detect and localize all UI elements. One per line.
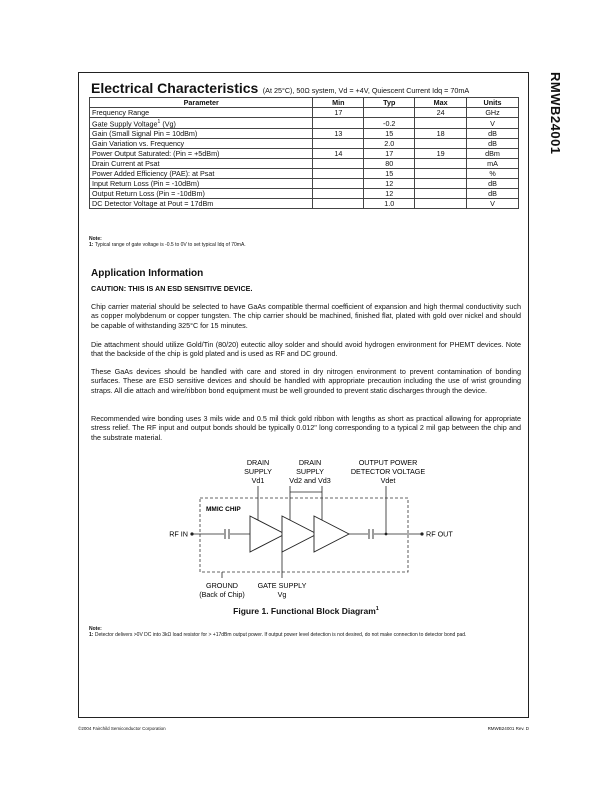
cell-max [415, 199, 467, 209]
cell-units: dB [467, 189, 519, 199]
figure-caption [0, 606, 612, 616]
rf-in-label: RF IN [169, 529, 188, 539]
figure-note [89, 626, 525, 638]
cell-typ: 2.0 [364, 139, 415, 149]
cell-parameter: Frequency Range [90, 108, 313, 118]
cell-max [415, 179, 467, 189]
figure-caption-sup: 1 [375, 606, 379, 613]
input-capacitor [224, 528, 230, 540]
cell-min [313, 179, 364, 189]
drain23-label-line1: DRAIN [298, 458, 322, 467]
cell-units: dB [467, 129, 519, 139]
cell-units: V [467, 199, 519, 209]
side-part-number: RMWB24001 [548, 72, 563, 155]
cell-typ: 80 [364, 159, 415, 169]
cell-units: % [467, 169, 519, 179]
detector-label-line3: Vdet [380, 476, 396, 485]
cell-typ: 17 [364, 149, 415, 159]
amplifier-stage-3 [314, 516, 349, 552]
col-header-units: Units [467, 98, 519, 108]
detector-label-line1: OUTPUT POWER [358, 458, 418, 467]
table-row [90, 179, 519, 189]
cell-max [415, 118, 467, 129]
param-sup: 1 [157, 119, 161, 125]
rf-in-terminal [190, 532, 193, 535]
table-row [90, 139, 519, 149]
col-header-parameter: Parameter [90, 98, 313, 108]
amplifier-stage-1 [250, 516, 285, 552]
cell-max [415, 159, 467, 169]
cell-min [313, 139, 364, 149]
cell-parameter: Output Return Loss (Pin = -10dBm) [90, 189, 313, 199]
cell-min: 17 [313, 108, 364, 118]
table-row [90, 129, 519, 139]
vdet-junction [385, 533, 388, 536]
table-row [90, 118, 519, 129]
output-capacitor [368, 528, 374, 540]
application-heading: Application Information [91, 268, 204, 279]
drain1-label-line1: DRAIN [246, 458, 270, 467]
cell-min [313, 189, 364, 199]
mmic-chip-label: MMIC CHIP [206, 506, 241, 513]
cell-typ: 12 [364, 189, 415, 199]
cell-units: GHz [467, 108, 519, 118]
cell-parameter: Gain Variation vs. Frequency [90, 139, 313, 149]
rf-out-label: RF OUT [426, 529, 453, 539]
cell-units: dBm [467, 149, 519, 159]
cell-min [313, 118, 364, 129]
table-header-row [90, 98, 519, 108]
cell-units: mA [467, 159, 519, 169]
cell-max [415, 189, 467, 199]
note-heading: Note: [89, 236, 102, 242]
figure-note-number: 1: [89, 632, 94, 638]
cell-parameter: Gain (Small Signal Pin = 10dBm) [90, 129, 313, 139]
table-row [90, 199, 519, 209]
drain1-label-line2: SUPPLY [244, 467, 272, 476]
col-header-min: Min [313, 98, 364, 108]
detector-label-line2: DETECTOR VOLTAGE [350, 467, 426, 476]
electrical-characteristics-title [91, 80, 469, 98]
cell-units: dB [467, 179, 519, 189]
col-header-max: Max [415, 98, 467, 108]
figure-note-heading: Note: [89, 626, 102, 632]
ec-title-text: Electrical Characteristics [91, 80, 259, 96]
cell-typ [364, 108, 415, 118]
cell-parameter: Power Output Saturated: (Pin = +5dBm) [90, 149, 313, 159]
table-row [90, 189, 519, 199]
cell-parameter: Drain Current at Psat [90, 159, 313, 169]
gate-label-line1: GATE SUPPLY [257, 581, 307, 590]
cell-min: 14 [313, 149, 364, 159]
cell-typ: 15 [364, 129, 415, 139]
cell-max: 24 [415, 108, 467, 118]
cell-parameter [90, 118, 313, 129]
footer-revision: RMWB24001 Rev. D [487, 726, 529, 731]
ground-label-line2: (Back of Chip) [199, 590, 245, 599]
rf-out-terminal [420, 532, 423, 535]
cell-typ: 12 [364, 179, 415, 189]
figure-note-text: Detector delivers >0V DC into 3kΩ load resistor for > +17dBm output power. If output power level detection is not desired, do not make connection to detector bond pad. [94, 632, 467, 638]
cell-typ: 1.0 [364, 199, 415, 209]
cell-max [415, 139, 467, 149]
cell-max: 19 [415, 149, 467, 159]
figure-caption-text: Figure 1. Functional Block Diagram [233, 606, 376, 616]
table-note [89, 236, 246, 248]
gate-label-line2: Vg [277, 590, 287, 599]
footer-copyright: ©2004 Fairchild Semiconductor Corporation [78, 726, 166, 731]
note-number: 1: [89, 242, 94, 248]
cell-min [313, 169, 364, 179]
cell-parameter: Input Return Loss (Pin = -10dBm) [90, 179, 313, 189]
drain1-label-line3: Vd1 [251, 476, 265, 485]
cell-min [313, 159, 364, 169]
ec-conditions: (At 25°C), 50Ω system, Vd = +4V, Quiescent Current Idq = 70mA [262, 86, 470, 95]
cell-units: V [467, 118, 519, 129]
cell-typ: 15 [364, 169, 415, 179]
electrical-characteristics-table [89, 97, 519, 209]
cell-parameter: Power Added Efficiency (PAE): at Psat [90, 169, 313, 179]
paragraph: Recommended wire bonding uses 3 mils wide and 0.5 mil thick gold ribbon with lengths as short as practical allowing for appropriate stress relief. The RF input and output bonds should be typically 0.012" long corresponding to a typical 2 mil gap between the chip and the substrate material. [91, 414, 521, 442]
cell-parameter: DC Detector Voltage at Pout = 17dBm [90, 199, 313, 209]
cell-min: 13 [313, 129, 364, 139]
cell-units: dB [467, 139, 519, 149]
col-header-typ: Typ [364, 98, 415, 108]
esd-caution: CAUTION: THIS IS AN ESD SENSITIVE DEVICE. [91, 284, 253, 293]
table-row [90, 149, 519, 159]
param-text: Gate Supply Voltage [92, 119, 158, 129]
note-text: Typical range of gate voltage is -0.5 to 0V to set typical Idq of 70mA. [94, 242, 246, 248]
drain23-label-line3: Vd2 and Vd3 [289, 476, 331, 485]
param-suffix: (Vg) [160, 119, 176, 129]
paragraph: Die attachment should utilize Gold/Tin (80/20) eutectic alloy solder and should avoid hydrogen environment for PHEMT devices. Note that the backside of the chip is gold plated and is used as RF and DC ground. [91, 340, 521, 359]
cell-max [415, 169, 467, 179]
drain23-label-line2: SUPPLY [296, 467, 324, 476]
cell-max: 18 [415, 129, 467, 139]
ground-label-line1: GROUND [206, 581, 238, 590]
table-row [90, 159, 519, 169]
paragraph: Chip carrier material should be selected to have GaAs compatible thermal coefficient of expansion and high thermal conductivity such as copper molybdenum or copper tungsten. The chip carrier should be machined, finished flat, plated with gold over nickel and should be capable of withstanding 325°C for 15 minutes. [91, 302, 521, 330]
table-row [90, 108, 519, 118]
table-row [90, 169, 519, 179]
functional-block-diagram [160, 452, 460, 602]
cell-typ: -0.2 [364, 118, 415, 129]
cell-min [313, 199, 364, 209]
paragraph: These GaAs devices should be handled with care and stored in dry nitrogen environment to prevent contamination of bonding surfaces. These are ESD sensitive devices and should be handled with appropriate precaution including the use of wrist grounding straps. All die attach and wire/ribbon bond equipment must be well grounded to prevent static discharges through the device. [91, 367, 521, 395]
amplifier-stage-2 [282, 516, 317, 552]
